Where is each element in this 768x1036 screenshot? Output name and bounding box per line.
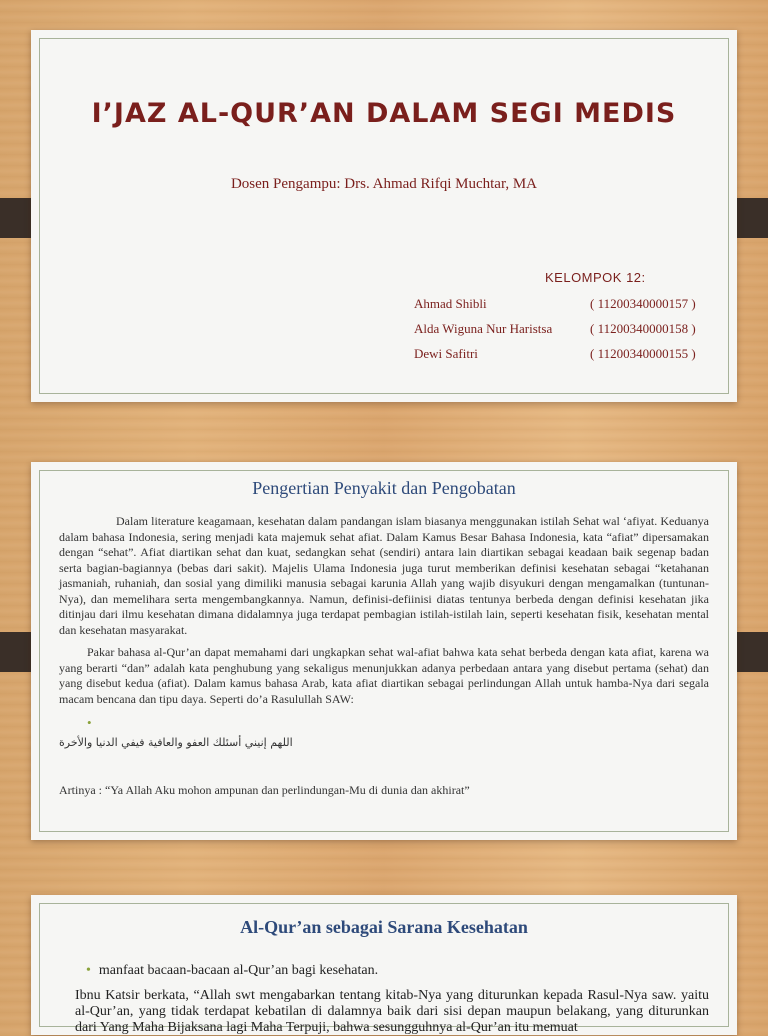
member-name: Ahmad Shibli [414,296,487,311]
member-nim: ( 11200340000157 ) [590,296,696,311]
bullet-item [86,963,378,979]
member-name: Dewi Safitri [414,346,478,361]
paragraph: Dalam literature keagamaan, kesehatan dalam pandangan islam biasanya menggunakan istilah Sehat wal ‘afiyat. Keduanya dalam bahasa Indonesia, sering menjadi kata majemuk sehat afiat. Dalam Kamus Besar Bahasa Indonesia, kata “afiat” dipersamakan dengan “sehat”. Afiat diartikan sehat dan kuat, sedangkan sehat (sendiri) antara lain diartikan sebagai keadaan baik segenap badan serta bagian-bagiannya (bebas dari sakit). Majelis Ulama Indonesia juga turut memberikan definisi kesehatan sebagai “ketahanan jasmaniah, ruhaniah, dan sosial yang dimiliki manusia sebagai karunia Allah yang wajib disyukuri dengan mengamalkan (tuntunan-Nya), dan memelihara serta mengembangkannya. Namun, definisi-defiinisi diatas tentunya berbeda dengan definisi kesehatan jika ditinjau dari ilmu kesehatan dimana didalamnya juga terdapat pembagian istilah-istilah lain, seperti kesehatan fisik, kesehatan mental dan kesehatan masyarakat. [59,514,709,637]
bullet-icon: • [87,715,92,730]
member-row [414,321,714,346]
lecturer-text: Dosen Pengampu: Drs. Ahmad Rifqi Muchtar, MA [230,176,538,192]
slide-quran-health [31,895,737,1035]
member-row [414,346,714,371]
paragraph: Pakar bahasa al-Qur’an dapat memahami dari ungkapkan sehat wal-afiat bahwa kata sehat berbeda dengan kata afiat, karena wa yang berarti “dan” adalah kata penghubung yang sekaligus menunjukkan adanya perbedaan antara yang disebut pertama (sehat) dan yang disebut kedua (afiat). Dalam kamus bahasa Arab, kata afiat diartikan sebagai perlindungan Allah untuk hamba-Nya dari segala macam bencana dan tipu daya. Seperti do’a Rasulullah SAW: [59,645,709,706]
slide-heading: Pengertian Penyakit dan Pengobatan [252,478,516,498]
translation-text: Artinya : “Ya Allah Aku mohon ampunan dan perlindungan-Mu di dunia dan akhirat” [59,783,470,797]
bullet-icon: • [86,963,91,978]
slide-title [31,30,737,402]
slide-title-text: I’JAZ AL-QUR’AN DALAM SEGI MEDIS [91,98,677,129]
member-name: Alda Wiguna Nur Haristsa [414,321,553,336]
group-label: KELOMPOK 12: [545,270,646,285]
member-row [414,296,714,321]
member-nim: ( 11200340000158 ) [590,321,696,336]
slide-definition [31,462,737,840]
member-nim: ( 11200340000155 ) [590,346,696,361]
slide-heading: Al-Qur’an sebagai Sarana Kesehatan [240,917,528,937]
paragraph: Ibnu Katsir berkata, “Allah swt mengabarkan tentang kitab-Nya yang diturunkan kepada Rasul-Nya saw. yaitu al-Qur’an, yang tidak terdapat kebatilan di dalamnya baik dari sisi depan maupun belakang, yang diturunkan dari Yang Maha Bijaksana lagi Maha Terpuji, bahwa sesungguhnya al-Qur’an itu memuat [75,988,709,1035]
member-list [414,296,714,371]
arabic-prayer: اللهم إنيني أسئلك العفو والعافية فيفي الدنيا والأخرة [59,736,293,749]
bullet-text: manfaat bacaan-bacaan al-Qur’an bagi kesehatan. [98,963,379,978]
